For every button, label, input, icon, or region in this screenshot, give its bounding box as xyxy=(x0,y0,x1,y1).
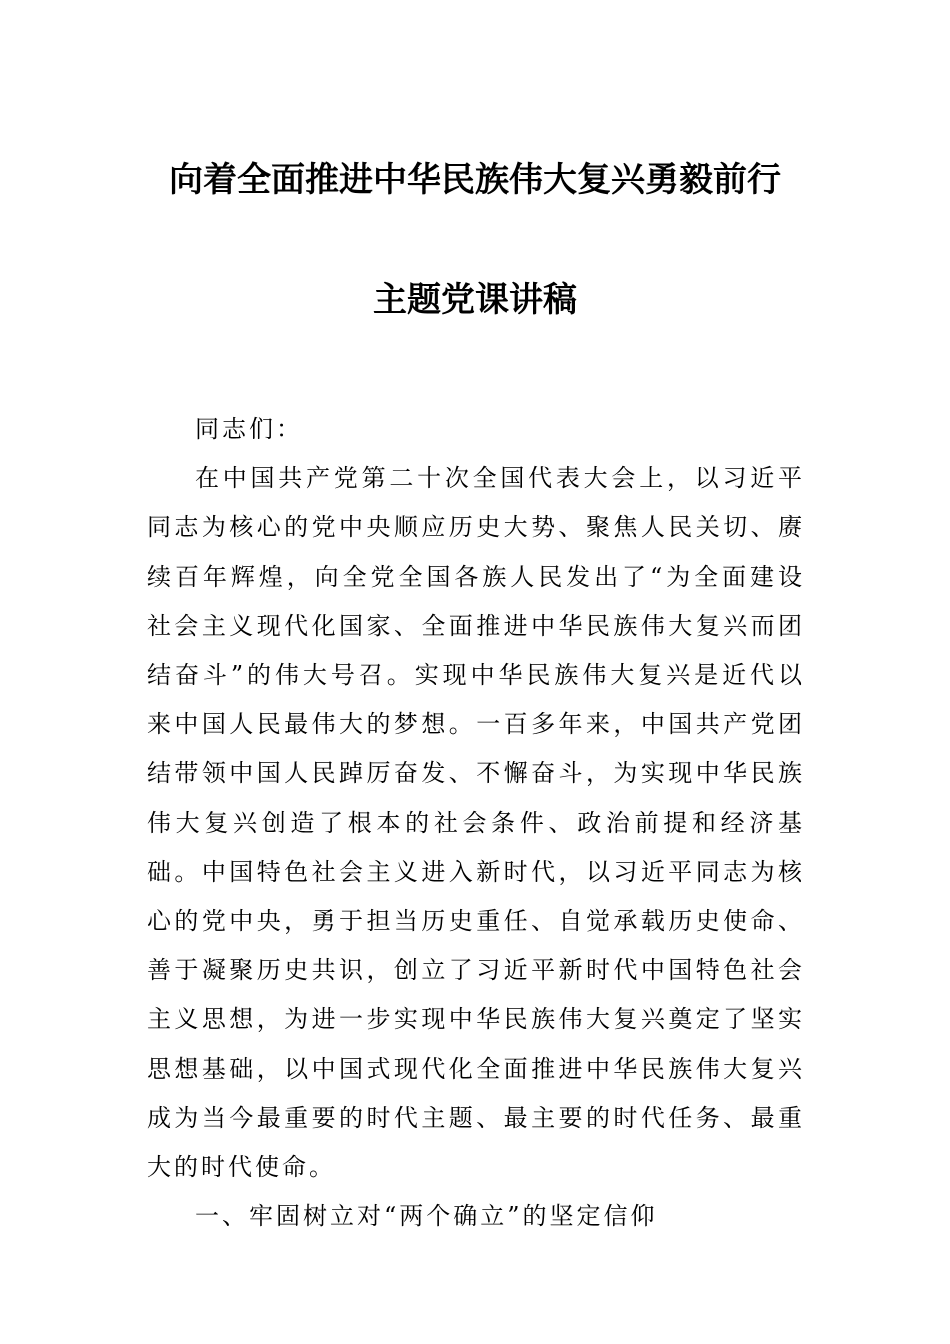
document-title-line-1: 向着全面推进中华民族伟大复兴勇毅前行 xyxy=(169,160,781,200)
salutation: 同志们： xyxy=(195,415,303,443)
document-body xyxy=(147,405,805,1241)
section-heading: 一、牢固树立对“两个确立”的坚定信仰 xyxy=(195,1202,658,1231)
paragraph: 在中国共产党第二十次全国代表大会上，以习近平同志为核心的党中央顺应历史大势、聚焦人民关切、赓续百年辉煌，向全党全国各族人民发出了“为全面建设社会主义现代化国家、全面推进中华民族伟大复兴而团结奋斗”的伟大号召。实现中华民族伟大复兴是近代以来中国人民最伟大的梦想。一百多年来，中国共产党团结带领中国人民踔厉奋发、不懈奋斗，为实现中华民族伟大复兴创造了根本的社会条件、政治前提和经济基础。中国特色社会主义进入新时代，以习近平同志为核心的党中央，勇于担当历史重任、自觉承载历史使命、善于凝聚历史共识，创立了习近平新时代中国特色社会主义思想，为进一步实现中华民族伟大复兴奠定了坚实思想基础，以中国式现代化全面推进中华民族伟大复兴成为当今最重要的时代主题、最主要的时代任务、最重大的时代使命。 xyxy=(147,464,805,1182)
document-title-line-2: 主题党课讲稿 xyxy=(373,280,577,320)
